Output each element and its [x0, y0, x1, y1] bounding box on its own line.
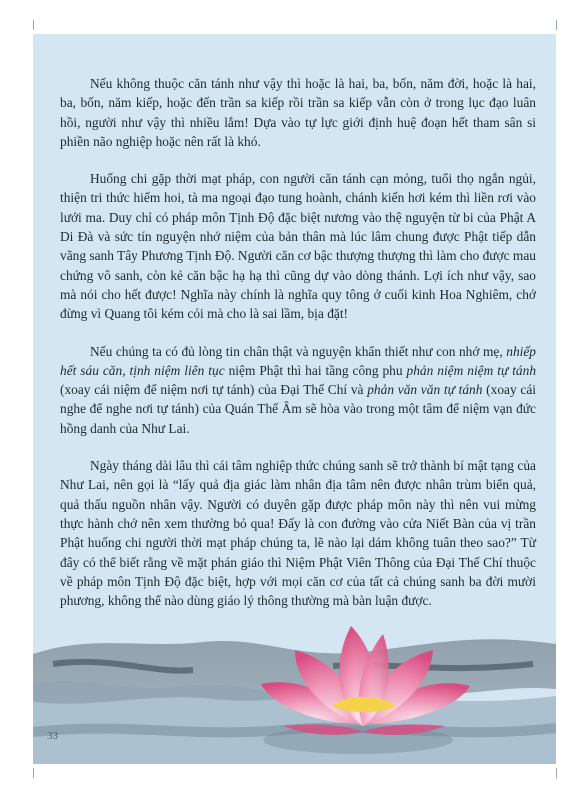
crop-mark-bottom-left [33, 768, 34, 778]
text-run: Nếu không thuộc căn tánh như vậy thì hoặc là hai, ba, bốn, năm đời, hoặc là hai, ba, bốn, năm kiếp, hoặc đến trần sa kiếp rồi trần sa kiếp vẫn còn ở trong lục đạo luân hồi, người như vậy thì nhiều lắm! Dựa vào tự lực giới định huệ đoạn hết tham sân si phiền não nghiệp hoặc nên rất là khó. [60, 76, 536, 149]
text-run: (xoay cái nghe để nghe nơi tự tánh) của Quán Thế Âm sẽ hòa vào trong một tâm để niệm vạn đức hồng danh của Như Lai. [60, 382, 536, 436]
paragraph-2 [60, 169, 536, 323]
body-text [60, 74, 536, 628]
crop-mark-bottom-right [556, 768, 557, 778]
text-run: niệm Phật thì hai tầng công phu [224, 362, 407, 378]
crop-mark-top-right [556, 20, 557, 30]
italic-phrase: nhiếp hết sáu căn, tịnh niệm liên tục [60, 343, 536, 378]
text-run: Nếu chúng ta có đủ lòng tin chân thật và nguyện khẩn thiết như con nhớ mẹ, [90, 343, 507, 359]
crop-mark-top-left [33, 20, 34, 30]
text-run: Ngày tháng dài lâu thì cái tâm nghiệp thức chúng sanh sẽ trở thành bí mật tạng của Như Lai, nên gọi là “lấy quả địa giác làm nhân địa tâm nên được nhân trùm biển quả, quả thấu nguồn nhân vậy. Người có duyên gặp được pháp môn này thì nên vui mừng thực hành chớ nên xem thường bỏ qua! Đấy là con đường vào cửa Niết Bàn của vị trần Phật huống chi người thời mạt pháp chúng ta, lẽ nào lại dám không tuân theo sao?” Từ đây có thể biết rằng về mặt phán giáo thì Niệm Phật Viên Thông của Đại Thế Chí thuộc về pháp môn Tịnh Độ đặc biệt, hợp với mọi căn cơ của tất cả chúng sanh ba đời mười phương, không thể nào dùng giáo lý thông thường mà bàn luận được. [60, 458, 536, 609]
book-page [33, 34, 556, 764]
italic-phrase: phản văn văn tự tánh [367, 382, 483, 398]
text-run: Huống chi gặp thời mạt pháp, con người căn tánh cạn mỏng, tuổi thọ ngắn ngủi, thiện tri thức hiếm hoi, tà ma ngoại đạo tung hoành, chánh kiến hơi kém thì liền rơi vào lưới ma. Duy chỉ có pháp môn Tịnh Độ đặc biệt nương vào thệ nguyện từ bi của Phật A Di Đà và sức tín nguyện nhớ niệm của bản thân mà lúc lâm chung được Phật tiếp dẫn vãng sanh Tây Phương Tịnh Độ. Người căn cơ bậc thượng thượng thì làm cho được mau chứng vô sanh, còn kẻ căn bậc hạ hạ thì cũng dự vào dòng thánh. Lợi ích như vậy, sao mà nói cho hết được! Nghĩa này chính là nghĩa quy tông ở cuối kinh Hoa Nghiêm, chớ đừng vì Quang tôi kém cỏi mà cho là sai lầm, bịa đặt! [60, 171, 536, 322]
paragraph-4 [60, 456, 536, 610]
page-number: 33 [47, 730, 58, 742]
italic-phrase: phản niệm niệm tự tánh [406, 362, 537, 378]
paragraph-3 [60, 342, 536, 438]
lotus-ink-illustration [33, 614, 556, 764]
paragraph-1 [60, 74, 536, 151]
text-run: (xoay cái niệm để niệm nơi tự tánh) của Đại Thế Chí và [60, 382, 368, 398]
